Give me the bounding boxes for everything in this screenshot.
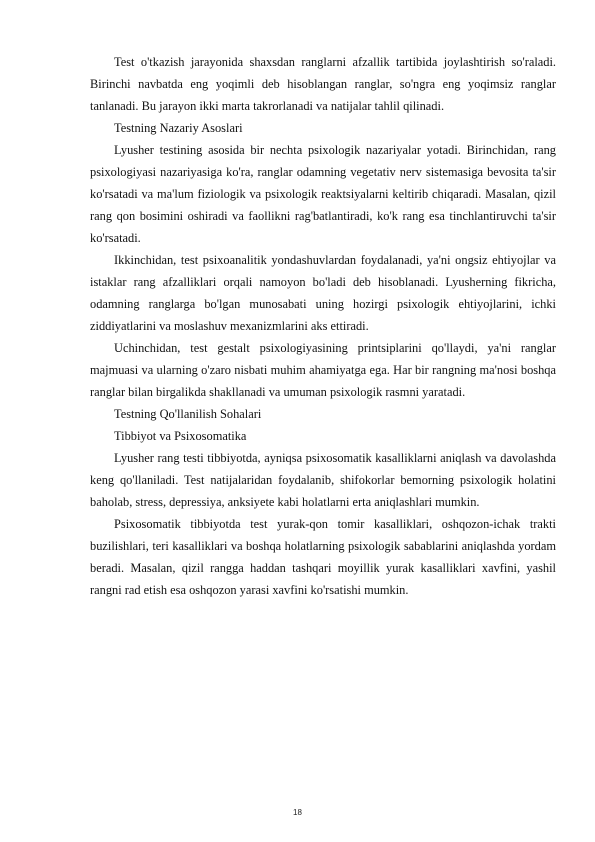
paragraph-theories-intro: Lyusher testining asosida bir nechta psixologik nazariyalar yotadi. Birinchidan, rang psixologiyasi nazariyasiga ko'ra, ranglar odamning vegetativ nerv sistemasiga bevosita ta'sir ko'rsatadi va ma'lum fiziologik va psixologik reaktsiyalarni keltirib chiqaradi. Masalan, qizil rang qon bosimini oshiradi va faollikni rag'batlantiradi, ko'k rang esa tinchlantiruvchi ta'sir ko'rsatadi.	[90, 143, 556, 245]
paragraph-test-procedure: Test o'tkazish jarayonida shaxsdan ranglarni afzallik tartibida joylashtirish so'raladi. Birinchi navbatda eng yoqimli deb hisoblangan ranglar, so'ngra eng yoqimsiz ranglar tanlanadi. Bu jarayon ikki marta takrorlanadi va natijalar tahlil qilinadi.	[90, 55, 556, 113]
section-heading-theoretical-basis: Testning Nazariy Asoslari	[114, 121, 243, 135]
page-number: 18	[293, 808, 302, 817]
document-page	[90, 51, 556, 601]
paragraph-gestalt: Uchinchidan, test gestalt psixologiyasining printsiplarini qo'llaydi, ya'ni ranglar majmuasi va ularning o'zaro nisbati muhim ahamiyatga ega. Har bir rangning ma'nosi boshqa ranglar bilan birgalikda shakllanadi va umuman psixologik rasmni yaratadi.	[90, 341, 556, 399]
paragraph-medicine-usage: Lyusher rang testi tibbiyotda, ayniqsa psixosomatik kasalliklarni aniqlash va davolashda keng qo'llaniladi. Test natijalaridan foydalanib, shifokorlar bemorning psixologik holatini baholab, stress, depressiya, anksiyete kabi holatlarni erta aniqlashlari mumkin.	[90, 451, 556, 509]
paragraph-psychoanalytic: Ikkinchidan, test psixoanalitik yondashuvlardan foydalanadi, ya'ni ongsiz ehtiyojlar va istaklar rang afzalliklari orqali namoyon bo'ladi deb hisoblanadi. Lyusherning fikricha, odamning ranglarga bo'lgan munosabati uning hozirgi psixologik ehtiyojlarini, ichki ziddiyatlarini va moslashuv mexanizmlarini aks ettiradi.	[90, 253, 556, 333]
subsection-heading-medicine: Tibbiyot va Psixosomatika	[114, 429, 247, 443]
paragraph-psychosomatic: Psixosomatik tibbiyotda test yurak-qon tomir kasalliklari, oshqozon-ichak trakti buzilishlari, teri kasalliklari va boshqa holatlarning psixologik sabablarini aniqlashda yordam beradi. Masalan, qizil rangga haddan tashqari moyillik yurak kasalliklari xavfini, yashil rangni rad etish esa oshqozon yarasi xavfini ko'rsatishi mumkin.	[90, 517, 556, 597]
section-heading-application-areas: Testning Qo'llanilish Sohalari	[114, 407, 262, 421]
